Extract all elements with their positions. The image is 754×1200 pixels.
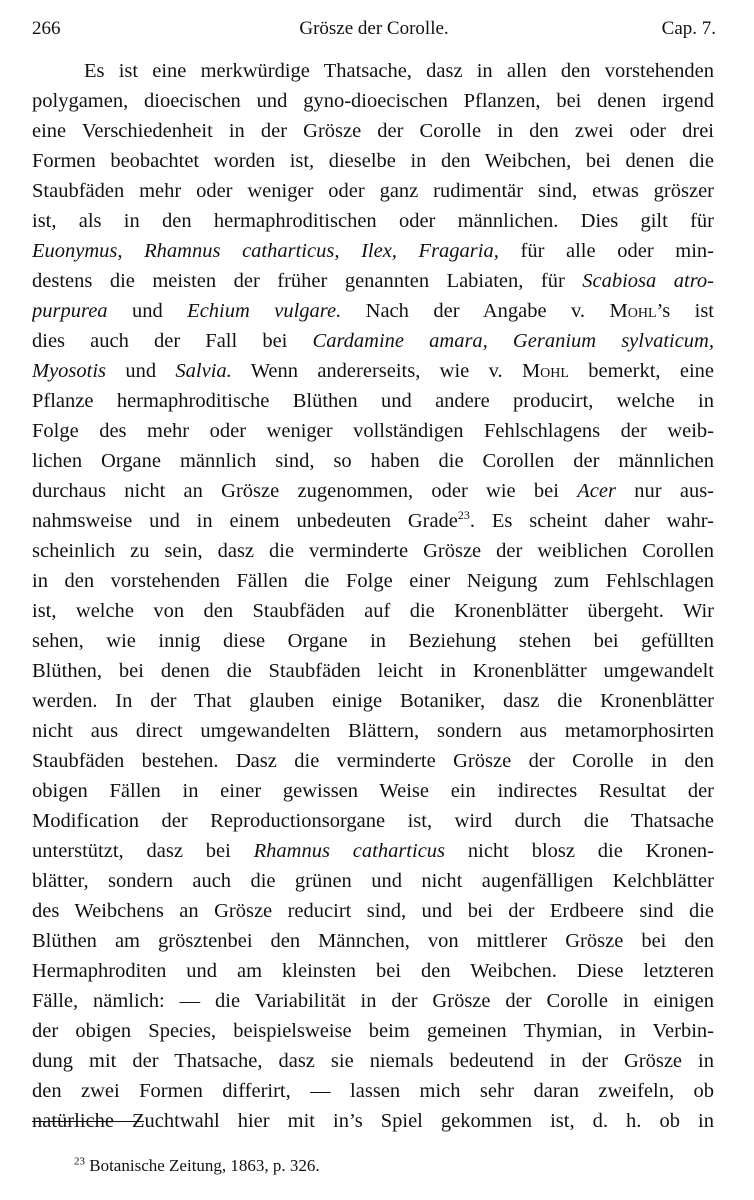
running-head bbox=[32, 14, 716, 44]
text-run: durchaus nicht an Grösze zugenommen, oder wie bei bbox=[32, 480, 578, 502]
text-run: dies auch der Fall bei bbox=[32, 330, 313, 352]
text-run: Blüthen, bei denen die Staubfäden leicht in Kronenblätter umgewandelt bbox=[32, 660, 714, 682]
text-run: blätter, sondern auch die grünen und nicht augenfälligen Kelchblätter bbox=[32, 870, 714, 892]
text-run: lichen Organe männlich sind, so haben die Corollen der männlichen bbox=[32, 450, 714, 472]
footnote bbox=[74, 1154, 320, 1178]
text-line bbox=[32, 86, 714, 116]
text-run: ’s ist bbox=[656, 300, 714, 322]
text-line bbox=[32, 446, 714, 476]
text-run: ist, welche von den Staubfäden auf die Kronenblätter übergeht. Wir bbox=[32, 600, 714, 622]
text-line bbox=[32, 146, 714, 176]
text-run: nicht aus direct umgewandelten Blättern, sondern aus metamorphosirten bbox=[32, 720, 714, 742]
text-line bbox=[32, 476, 714, 506]
text-run: des Weibchens an Grösze reducirt sind, und bei der Erdbeere sind die bbox=[32, 900, 714, 922]
text-run: werden. In der That glauben einige Botaniker, dasz die Kronenblätter bbox=[32, 690, 714, 712]
text-run: eine Verschiedenheit in der Grösze der Corolle in den zwei oder drei bbox=[32, 120, 714, 142]
text-line bbox=[32, 716, 714, 746]
text-run: scheinlich zu sein, dasz die verminderte Grösze der weiblichen Corollen bbox=[32, 540, 714, 562]
text-line bbox=[32, 566, 714, 596]
text-line bbox=[32, 686, 714, 716]
text-run: unterstützt, dasz bei bbox=[32, 840, 254, 862]
species-name: Scabiosa atro- bbox=[582, 270, 714, 292]
body-paragraph bbox=[32, 56, 714, 1136]
species-name: Cardamine amara, Geranium sylvaticum, bbox=[312, 330, 714, 352]
text-run: Nach der Angabe v. bbox=[341, 300, 610, 322]
text-line bbox=[32, 1046, 714, 1076]
text-run: Folge des mehr oder weniger vollständigen Fehlschlagens der weib- bbox=[32, 420, 714, 442]
text-run: destens die meisten der früher genannten Labiaten, für bbox=[32, 270, 583, 292]
text-run: sehen, wie innig diese Organe in Beziehung stehen bei gefüllten bbox=[32, 630, 714, 652]
text-run: obigen Fällen in einer gewissen Weise ein indirectes Resultat der bbox=[32, 780, 714, 802]
text-line bbox=[32, 386, 714, 416]
species-name: Rhamnus catharticus bbox=[253, 840, 446, 862]
text-run: natürliche Zuchtwahl hier mit in’s Spiel gekommen ist, d. h. ob in bbox=[32, 1110, 714, 1132]
text-run: nicht blosz die Kronen- bbox=[445, 840, 714, 862]
text-line bbox=[32, 596, 714, 626]
text-line bbox=[32, 56, 714, 86]
text-line bbox=[32, 356, 714, 386]
footnote-marker: 23 bbox=[74, 1155, 85, 1168]
text-line bbox=[32, 326, 714, 356]
text-run: und bbox=[107, 300, 188, 322]
text-run: der obigen Species, beispielsweise beim gemeinen Thymian, in Verbin- bbox=[32, 1020, 714, 1042]
text-line bbox=[32, 806, 714, 836]
text-run: Wenn andererseits, wie v. bbox=[231, 360, 522, 382]
species-name: purpurea bbox=[32, 300, 108, 322]
text-run: Hermaphroditen und am kleinsten bei den Weibchen. Diese letzteren bbox=[32, 960, 714, 982]
text-run: dung mit der Thatsache, dasz sie niemals bedeutend in der Grösze in bbox=[32, 1050, 714, 1072]
text-line bbox=[32, 866, 714, 896]
text-run: Es ist eine merkwürdige Thatsache, dasz in allen den vorstehenden bbox=[84, 60, 714, 82]
page-number: 266 bbox=[32, 18, 61, 39]
text-run: den zwei Formen differirt, — lassen mich sehr daran zweifeln, ob bbox=[32, 1080, 714, 1102]
species-name: Euonymus, Rhamnus catharticus, Ilex, Fragaria, bbox=[32, 240, 499, 262]
text-run: . Es scheint daher wahr- bbox=[469, 510, 714, 532]
author-name: Mohl bbox=[609, 300, 657, 322]
text-line bbox=[32, 836, 714, 866]
author-name: Mohl bbox=[521, 360, 569, 382]
text-line bbox=[32, 296, 714, 326]
text-line bbox=[32, 416, 714, 446]
text-line bbox=[32, 656, 714, 686]
running-title: Grösze der Corolle. bbox=[299, 18, 449, 39]
species-name: Echium vulgare. bbox=[187, 300, 342, 322]
text-line bbox=[32, 1016, 714, 1046]
species-name: Acer bbox=[577, 480, 616, 502]
text-line bbox=[32, 986, 714, 1016]
text-run: Pflanze hermaphroditische Blüthen und andere producirt, welche in bbox=[32, 390, 714, 412]
text-line bbox=[32, 506, 714, 536]
text-run: Formen beobachtet worden ist, dieselbe in den Weibchen, bei denen die bbox=[32, 150, 714, 172]
text-run: und bbox=[106, 360, 176, 382]
text-line bbox=[32, 266, 714, 296]
text-run: bemerkt, eine bbox=[568, 360, 714, 382]
text-run: Staubfäden mehr oder weniger oder ganz rudimentär sind, etwas gröszer bbox=[32, 180, 714, 202]
text-line bbox=[32, 776, 714, 806]
text-run: nahmsweise und in einem unbedeuten Grade bbox=[32, 510, 458, 532]
text-run: Fälle, nämlich: — die Variabilität in der Grösze der Corolle in einigen bbox=[32, 990, 714, 1012]
text-line bbox=[32, 116, 714, 146]
chapter-label: Cap. 7. bbox=[661, 18, 716, 39]
text-line bbox=[32, 176, 714, 206]
text-run: für alle oder min- bbox=[498, 240, 714, 262]
text-line bbox=[32, 1076, 714, 1106]
text-line bbox=[32, 926, 714, 956]
footnote-reference: 23 bbox=[457, 508, 470, 523]
text-run: polygamen, dioecischen und gyno-dioecischen Pflanzen, bei denen irgend bbox=[32, 90, 714, 112]
species-name: Myosotis bbox=[32, 360, 107, 382]
text-run: Modification der Reproductionsorgane ist, wird durch die Thatsache bbox=[32, 810, 714, 832]
text-line bbox=[32, 746, 714, 776]
text-line bbox=[32, 236, 714, 266]
text-run: Blüthen am grösztenbei den Männchen, von mittlerer Grösze bei den bbox=[32, 930, 714, 952]
text-line bbox=[32, 956, 714, 986]
footnote-text: Botanische Zeitung, 1863, p. 326. bbox=[89, 1156, 320, 1175]
text-run: in den vorstehenden Fällen die Folge einer Neigung zum Fehlschlagen bbox=[32, 570, 714, 592]
text-run: Staubfäden bestehen. Dasz die verminderte Grösze der Corolle in den bbox=[32, 750, 714, 772]
text-line bbox=[32, 206, 714, 236]
text-line bbox=[32, 536, 714, 566]
species-name: Salvia. bbox=[175, 360, 232, 382]
footnote-divider bbox=[32, 1121, 144, 1122]
text-line bbox=[32, 896, 714, 926]
text-run: nur aus- bbox=[615, 480, 714, 502]
text-line bbox=[32, 626, 714, 656]
text-run: ist, als in den hermaphroditischen oder männlichen. Dies gilt für bbox=[32, 210, 714, 232]
